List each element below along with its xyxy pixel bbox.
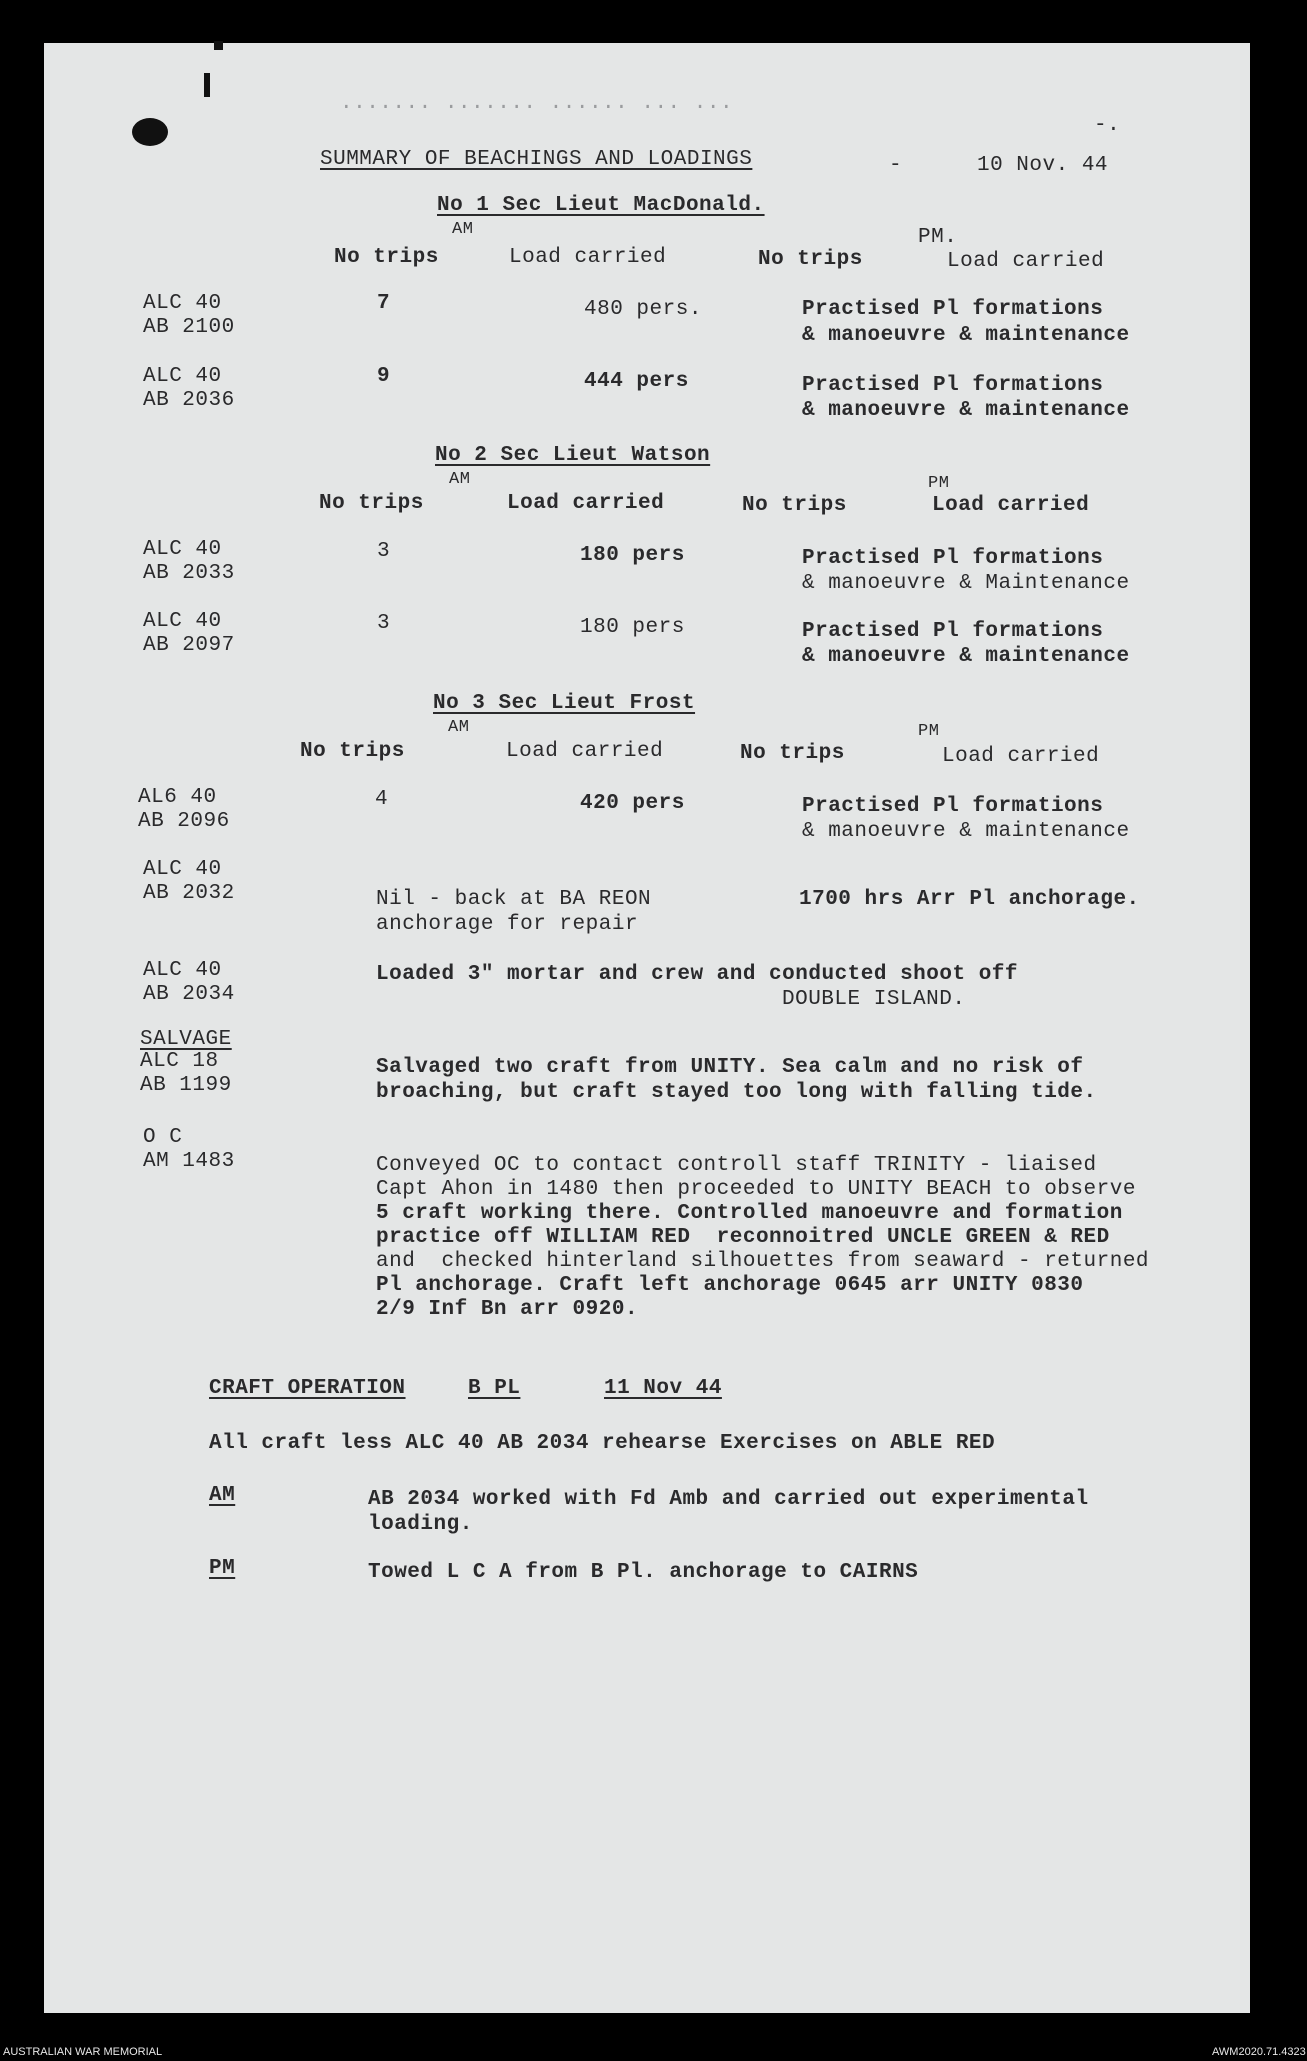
trips-value: 3	[377, 540, 391, 563]
craft-id: AB 2100	[143, 316, 235, 339]
am-activity: Nil - back at BA REON	[376, 888, 652, 911]
section-heading: No 3 Sec Lieut Frost	[433, 692, 696, 715]
craft-id: AB 2097	[143, 634, 235, 657]
pm-activity: Practised Pl formations	[802, 795, 1104, 818]
pm-activity: Practised Pl formations	[802, 298, 1104, 321]
am-label: AM	[448, 718, 470, 737]
load-value: 180 pers	[580, 544, 685, 567]
craft-id: AM 1483	[143, 1150, 235, 1173]
page-mark: -.	[1094, 114, 1121, 137]
craft-operation-date: 11 Nov 44	[604, 1377, 722, 1400]
trips-value: 4	[375, 788, 389, 811]
punch-hole	[132, 118, 168, 146]
col-header-load-am: Load carried	[506, 740, 664, 763]
craft-name: ALC 40	[143, 292, 222, 315]
col-header-load-pm: Load carried	[947, 250, 1105, 273]
pm-label: PM	[918, 722, 940, 741]
pm-activity: Practised Pl formations	[802, 620, 1104, 643]
col-header-trips-pm: No trips	[740, 742, 845, 765]
trips-value: 7	[377, 292, 391, 315]
oc-activity-line: and checked hinterland silhouettes from seaward - returned	[376, 1250, 1150, 1273]
craft-id: AB 2033	[143, 562, 235, 585]
load-value: 420 pers	[580, 792, 685, 815]
am-label: AM	[449, 470, 471, 489]
col-header-load-am: Load carried	[509, 246, 667, 269]
pm-activity: Practised Pl formations	[802, 547, 1104, 570]
craft-id: AB 2034	[143, 983, 235, 1006]
craft-name: O C	[143, 1126, 183, 1149]
oc-activity-line: Conveyed OC to contact controll staff TRINITY - liaised	[376, 1154, 1097, 1177]
salvage-label: SALVAGE	[140, 1028, 232, 1051]
craft-name: AL6 40	[138, 786, 217, 809]
craft-name: ALC 40	[143, 365, 222, 388]
col-header-trips-am: No trips	[319, 492, 424, 515]
pm-activity: 1700 hrs Arr Pl anchorage.	[799, 888, 1140, 911]
pm-label: PM	[928, 474, 950, 493]
pm-activity: & manoeuvre & maintenance	[802, 324, 1130, 347]
oc-activity-line: Pl anchorage. Craft left anchorage 0645 arr UNITY 0830	[376, 1274, 1084, 1297]
oc-activity-line: Capt Ahon in 1480 then proceeded to UNITY BEACH to observe	[376, 1178, 1136, 1201]
load-value: 180 pers	[580, 616, 685, 639]
col-header-trips-am: No trips	[300, 740, 405, 763]
pm-label: PM	[209, 1557, 236, 1580]
load-value: 480 pers.	[584, 298, 702, 321]
am-label: AM	[452, 220, 474, 239]
am-activity: loading.	[368, 1513, 473, 1536]
craft-id: AB 2032	[143, 882, 235, 905]
craft-id: AB 1199	[140, 1074, 232, 1097]
load-value: 444 pers	[584, 370, 689, 393]
craft-name: ALC 18	[140, 1050, 219, 1073]
am-label: AM	[209, 1484, 236, 1507]
binder-mark	[204, 73, 210, 97]
pm-activity: & manoeuvre & maintenance	[802, 820, 1130, 843]
pm-activity: & manoeuvre & maintenance	[802, 399, 1130, 422]
col-header-load-pm: Load carried	[932, 494, 1090, 517]
am-activity: Loaded 3" mortar and crew and conducted shoot off	[376, 963, 1019, 986]
document-date: 10 Nov. 44	[977, 154, 1109, 177]
pm-label: PM.	[918, 226, 958, 249]
pm-activity: Practised Pl formations	[802, 374, 1104, 397]
binder-mark	[214, 41, 223, 50]
salvage-activity: broaching, but craft stayed too long with falling tide.	[376, 1081, 1097, 1104]
craft-name: ALC 40	[143, 959, 222, 982]
page-title: SUMMARY OF BEACHINGS AND LOADINGS	[320, 148, 753, 171]
col-header-trips-am: No trips	[334, 246, 439, 269]
section-heading: No 2 Sec Lieut Watson	[435, 444, 711, 467]
footer-institution: AUSTRALIAN WAR MEMORIAL	[3, 2046, 163, 2058]
col-header-trips-pm: No trips	[758, 248, 863, 271]
craft-id: AB 2036	[143, 389, 235, 412]
col-header-load-pm: Load carried	[942, 745, 1100, 768]
document-page	[44, 43, 1250, 2013]
pm-activity: & manoeuvre & Maintenance	[802, 572, 1130, 595]
title-dash: -	[889, 154, 903, 177]
col-header-load-am: Load carried	[507, 492, 665, 515]
craft-operation-label: CRAFT OPERATION	[209, 1377, 406, 1400]
section-heading: No 1 Sec Lieut MacDonald.	[437, 194, 765, 217]
salvage-activity: Salvaged two craft from UNITY. Sea calm and no risk of	[376, 1056, 1084, 1079]
garbled-top-line: ....... ....... ...... ... ...	[340, 92, 734, 115]
am-activity: AB 2034 worked with Fd Amb and carried out experimental	[368, 1488, 1089, 1511]
craft-name: ALC 40	[143, 858, 222, 881]
am-activity: anchorage for repair	[376, 913, 639, 936]
craft-name: ALC 40	[143, 538, 222, 561]
oc-activity-line: 2/9 Inf Bn arr 0920.	[376, 1298, 639, 1321]
pm-activity: Towed L C A from B Pl. anchorage to CAIRNS	[368, 1561, 919, 1584]
craft-name: ALC 40	[143, 610, 222, 633]
trips-value: 3	[377, 612, 391, 635]
oc-activity-line: practice off WILLIAM RED reconnoitred UNCLE GREEN & RED	[376, 1226, 1110, 1249]
footer-reference: AWM2020.71.4323	[1212, 2046, 1306, 2058]
pm-activity: & manoeuvre & maintenance	[802, 645, 1130, 668]
am-activity: DOUBLE ISLAND.	[782, 988, 966, 1011]
craft-operation-pl: B PL	[468, 1377, 521, 1400]
col-header-trips-pm: No trips	[742, 494, 847, 517]
craft-id: AB 2096	[138, 810, 230, 833]
oc-activity-line: 5 craft working there. Controlled manoeuvre and formation	[376, 1202, 1123, 1225]
craft-operation-summary: All craft less ALC 40 AB 2034 rehearse Exercises on ABLE RED	[209, 1432, 996, 1455]
trips-value: 9	[377, 365, 391, 388]
